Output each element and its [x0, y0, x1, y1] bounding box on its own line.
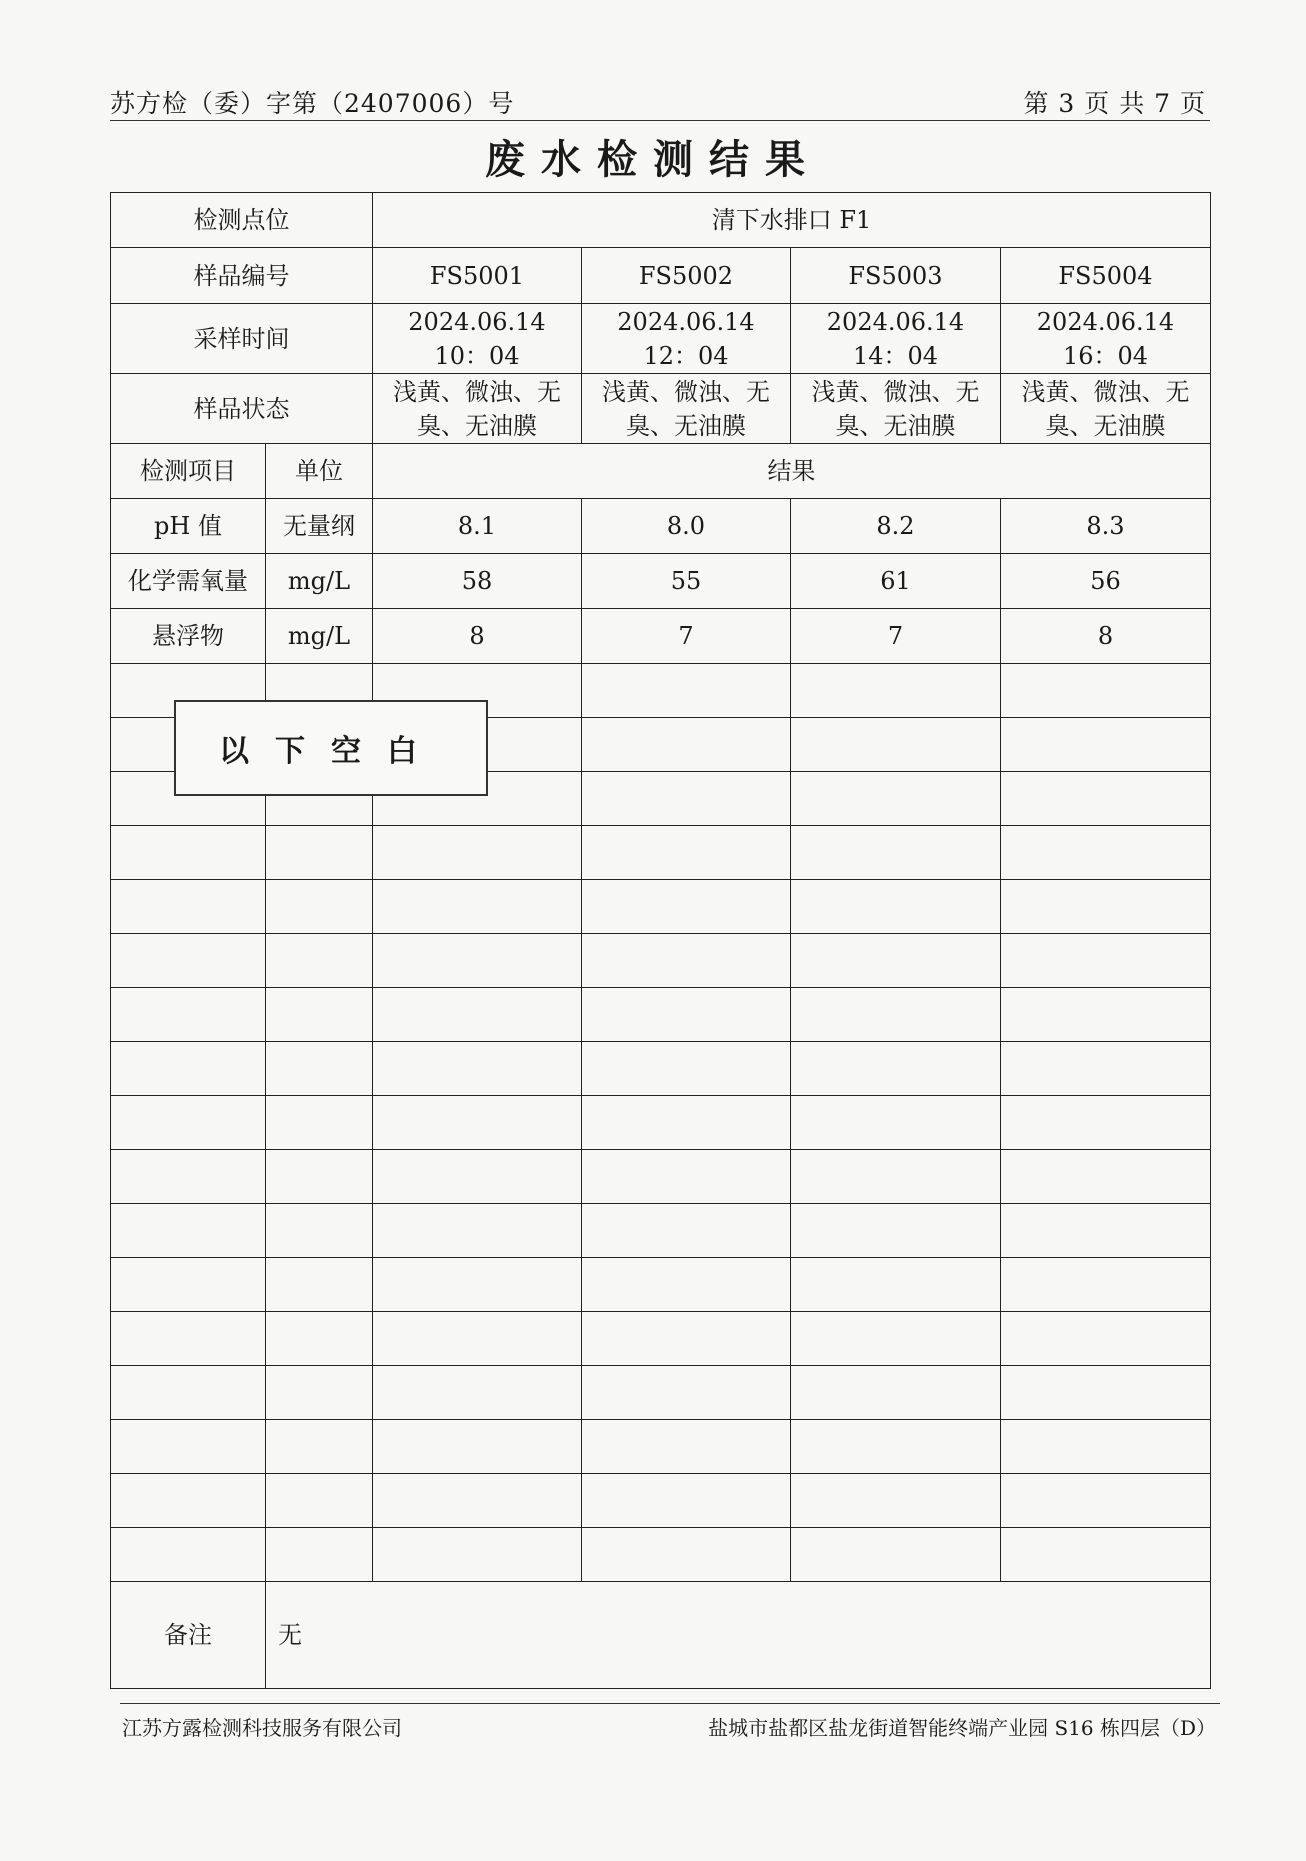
blank-row	[111, 1366, 1211, 1420]
blank-row	[111, 1150, 1211, 1204]
sample-time-row	[111, 304, 1211, 374]
blank-cell	[373, 880, 582, 934]
blank-cell	[791, 1528, 1001, 1582]
blank-cell	[791, 1042, 1001, 1096]
result-value: 8.2	[791, 499, 1001, 554]
blank-cell	[791, 1312, 1001, 1366]
result-value: 8.1	[373, 499, 582, 554]
sample-id: FS5003	[791, 248, 1001, 304]
blank-row	[111, 1474, 1211, 1528]
blank-cell	[373, 1096, 582, 1150]
results-table	[110, 192, 1211, 1689]
result-value: 61	[791, 554, 1001, 609]
item-name: 化学需氧量	[111, 554, 266, 609]
blank-cell	[582, 1366, 791, 1420]
blank-cell	[582, 1204, 791, 1258]
item-unit: mg/L	[266, 609, 373, 664]
sample-state	[582, 374, 791, 444]
blank-cell	[373, 1312, 582, 1366]
sample-id: FS5002	[582, 248, 791, 304]
point-label: 检测点位	[111, 193, 373, 248]
blank-cell	[266, 1096, 373, 1150]
blank-cell	[582, 1528, 791, 1582]
blank-row	[111, 1042, 1211, 1096]
blank-below-stamp: 以下空白	[174, 700, 488, 796]
item-name: pH 值	[111, 499, 266, 554]
blank-cell	[1001, 826, 1211, 880]
state-line: 浅黄、微浊、无	[1021, 377, 1190, 406]
blank-cell	[266, 1312, 373, 1366]
remark-label: 备注	[111, 1582, 266, 1689]
sample-state	[1001, 374, 1211, 444]
blank-cell	[582, 1420, 791, 1474]
blank-cell	[1001, 1312, 1211, 1366]
blank-cell	[791, 1420, 1001, 1474]
blank-row	[111, 1204, 1211, 1258]
blank-cell	[791, 1150, 1001, 1204]
sample-date: 2024.06.14	[408, 307, 546, 336]
footer-address: 盐城市盐都区盐龙街道智能终端产业园 S16 栋四层（D）	[708, 1716, 1216, 1740]
sample-id: FS5004	[1001, 248, 1211, 304]
blank-cell	[111, 826, 266, 880]
result-value: 7	[791, 609, 1001, 664]
item-name: 悬浮物	[111, 609, 266, 664]
blank-cell	[111, 1204, 266, 1258]
sample-id: FS5001	[373, 248, 582, 304]
state-line: 浅黄、微浊、无	[602, 377, 770, 406]
blank-cell	[1001, 1420, 1211, 1474]
blank-row	[111, 1258, 1211, 1312]
blank-cell	[373, 1474, 582, 1528]
result-value: 8.3	[1001, 499, 1211, 554]
sample-state-row	[111, 374, 1211, 444]
blank-cell	[266, 1474, 373, 1528]
blank-cell	[1001, 718, 1211, 772]
blank-cell	[791, 880, 1001, 934]
blank-cell	[582, 1150, 791, 1204]
blank-cell	[373, 826, 582, 880]
sample-no-label: 样品编号	[111, 248, 373, 304]
sample-date: 2024.06.14	[617, 307, 755, 336]
blank-cell	[111, 1150, 266, 1204]
remark-value: 无	[266, 1582, 1211, 1689]
blank-cell	[266, 1366, 373, 1420]
sample-clock: 14：04	[852, 341, 939, 370]
blank-row	[111, 1420, 1211, 1474]
blank-cell	[791, 934, 1001, 988]
sample-time	[373, 304, 582, 374]
blank-cell	[791, 772, 1001, 826]
result-header: 结果	[373, 444, 1211, 499]
blank-cell	[791, 1474, 1001, 1528]
blank-cell	[1001, 1528, 1211, 1582]
blank-cell	[111, 1312, 266, 1366]
blank-cell	[1001, 1258, 1211, 1312]
page-info: 第 3 页 共 7 页	[1023, 89, 1206, 118]
blank-cell	[266, 1042, 373, 1096]
sample-time	[582, 304, 791, 374]
blank-cell	[266, 1528, 373, 1582]
sample-date: 2024.06.14	[826, 307, 965, 336]
blank-cell	[111, 1528, 266, 1582]
blank-cell	[1001, 988, 1211, 1042]
result-value: 55	[582, 554, 791, 609]
blank-cell	[1001, 934, 1211, 988]
state-line: 臭、无油膜	[417, 411, 537, 440]
blank-cell	[791, 1204, 1001, 1258]
result-value: 8	[1001, 609, 1211, 664]
blank-cell	[373, 988, 582, 1042]
footer-divider	[120, 1703, 1220, 1704]
state-line: 臭、无油膜	[1045, 411, 1166, 440]
blank-row	[111, 1528, 1211, 1582]
blank-cell	[111, 934, 266, 988]
blank-cell	[266, 934, 373, 988]
blank-cell	[1001, 1042, 1211, 1096]
point-value: 清下水排口 F1	[373, 193, 1211, 248]
blank-cell	[1001, 1366, 1211, 1420]
result-value: 7	[582, 609, 791, 664]
state-line: 臭、无油膜	[835, 411, 956, 440]
header-divider	[110, 120, 1210, 121]
unit-header: 单位	[266, 444, 373, 499]
blank-cell	[373, 1528, 582, 1582]
sample-time	[1001, 304, 1211, 374]
blank-cell	[791, 1366, 1001, 1420]
column-header-row	[111, 444, 1211, 499]
item-unit: mg/L	[266, 554, 373, 609]
blank-cell	[582, 1474, 791, 1528]
blank-cell	[1001, 1474, 1211, 1528]
sample-clock: 10：04	[434, 341, 520, 370]
blank-cell	[373, 1366, 582, 1420]
blank-cell	[111, 1366, 266, 1420]
footer-company: 江苏方露检测科技服务有限公司	[122, 1716, 402, 1740]
blank-row	[111, 880, 1211, 934]
blank-cell	[582, 664, 791, 718]
blank-cell	[266, 1258, 373, 1312]
blank-cell	[582, 718, 791, 772]
sample-state-label: 样品状态	[111, 374, 373, 444]
blank-cell	[1001, 1204, 1211, 1258]
blank-cell	[582, 1096, 791, 1150]
blank-cell	[373, 1258, 582, 1312]
blank-cell	[1001, 1096, 1211, 1150]
blank-cell	[1001, 772, 1211, 826]
blank-cell	[266, 988, 373, 1042]
page-title: 废水检测结果	[485, 136, 821, 183]
blank-cell	[1001, 664, 1211, 718]
item-unit: 无量纲	[266, 499, 373, 554]
blank-cell	[373, 934, 582, 988]
state-line: 浅黄、微浊、无	[811, 377, 980, 406]
sample-time-label: 采样时间	[111, 304, 373, 374]
blank-row	[111, 1312, 1211, 1366]
blank-cell	[111, 1096, 266, 1150]
state-line: 浅黄、微浊、无	[393, 377, 561, 406]
item-header: 检测项目	[111, 444, 266, 499]
sample-state	[791, 374, 1001, 444]
result-value: 8	[373, 609, 582, 664]
blank-row	[111, 934, 1211, 988]
blank-cell	[791, 718, 1001, 772]
blank-row	[111, 826, 1211, 880]
blank-cell	[1001, 1150, 1211, 1204]
blank-cell	[791, 826, 1001, 880]
sample-time	[791, 304, 1001, 374]
state-line: 臭、无油膜	[626, 411, 746, 440]
blank-row	[111, 1096, 1211, 1150]
blank-cell	[111, 1420, 266, 1474]
blank-cell	[266, 1204, 373, 1258]
blank-cell	[111, 1474, 266, 1528]
table-row	[111, 554, 1211, 609]
remark-row	[111, 1582, 1211, 1689]
blank-cell	[111, 1258, 266, 1312]
blank-cell	[791, 988, 1001, 1042]
blank-cell	[266, 1420, 373, 1474]
blank-cell	[111, 1042, 266, 1096]
blank-cell	[373, 1204, 582, 1258]
blank-rows	[111, 664, 1211, 1582]
blank-cell	[266, 880, 373, 934]
blank-cell	[582, 1258, 791, 1312]
blank-cell	[791, 1096, 1001, 1150]
blank-row	[111, 988, 1211, 1042]
blank-cell	[582, 1042, 791, 1096]
sample-date: 2024.06.14	[1036, 307, 1175, 336]
blank-cell	[582, 826, 791, 880]
blank-cell	[791, 664, 1001, 718]
sample-state	[373, 374, 582, 444]
sample-no-row	[111, 248, 1211, 304]
blank-cell	[373, 1042, 582, 1096]
result-value: 58	[373, 554, 582, 609]
blank-cell	[266, 826, 373, 880]
blank-cell	[373, 1420, 582, 1474]
blank-cell	[1001, 880, 1211, 934]
blank-cell	[111, 988, 266, 1042]
result-value: 8.0	[582, 499, 791, 554]
blank-cell	[266, 1150, 373, 1204]
blank-cell	[373, 1150, 582, 1204]
sample-clock: 16：04	[1062, 341, 1149, 370]
table-row	[111, 499, 1211, 554]
report-number: 苏方检（委）字第（2407006）号	[110, 89, 515, 118]
blank-cell	[582, 880, 791, 934]
sample-clock: 12：04	[643, 341, 729, 370]
blank-cell	[111, 880, 266, 934]
blank-cell	[582, 934, 791, 988]
blank-cell	[582, 772, 791, 826]
table-row	[111, 609, 1211, 664]
point-row	[111, 193, 1211, 248]
result-value: 56	[1001, 554, 1211, 609]
blank-cell	[582, 988, 791, 1042]
blank-cell	[791, 1258, 1001, 1312]
blank-cell	[582, 1312, 791, 1366]
